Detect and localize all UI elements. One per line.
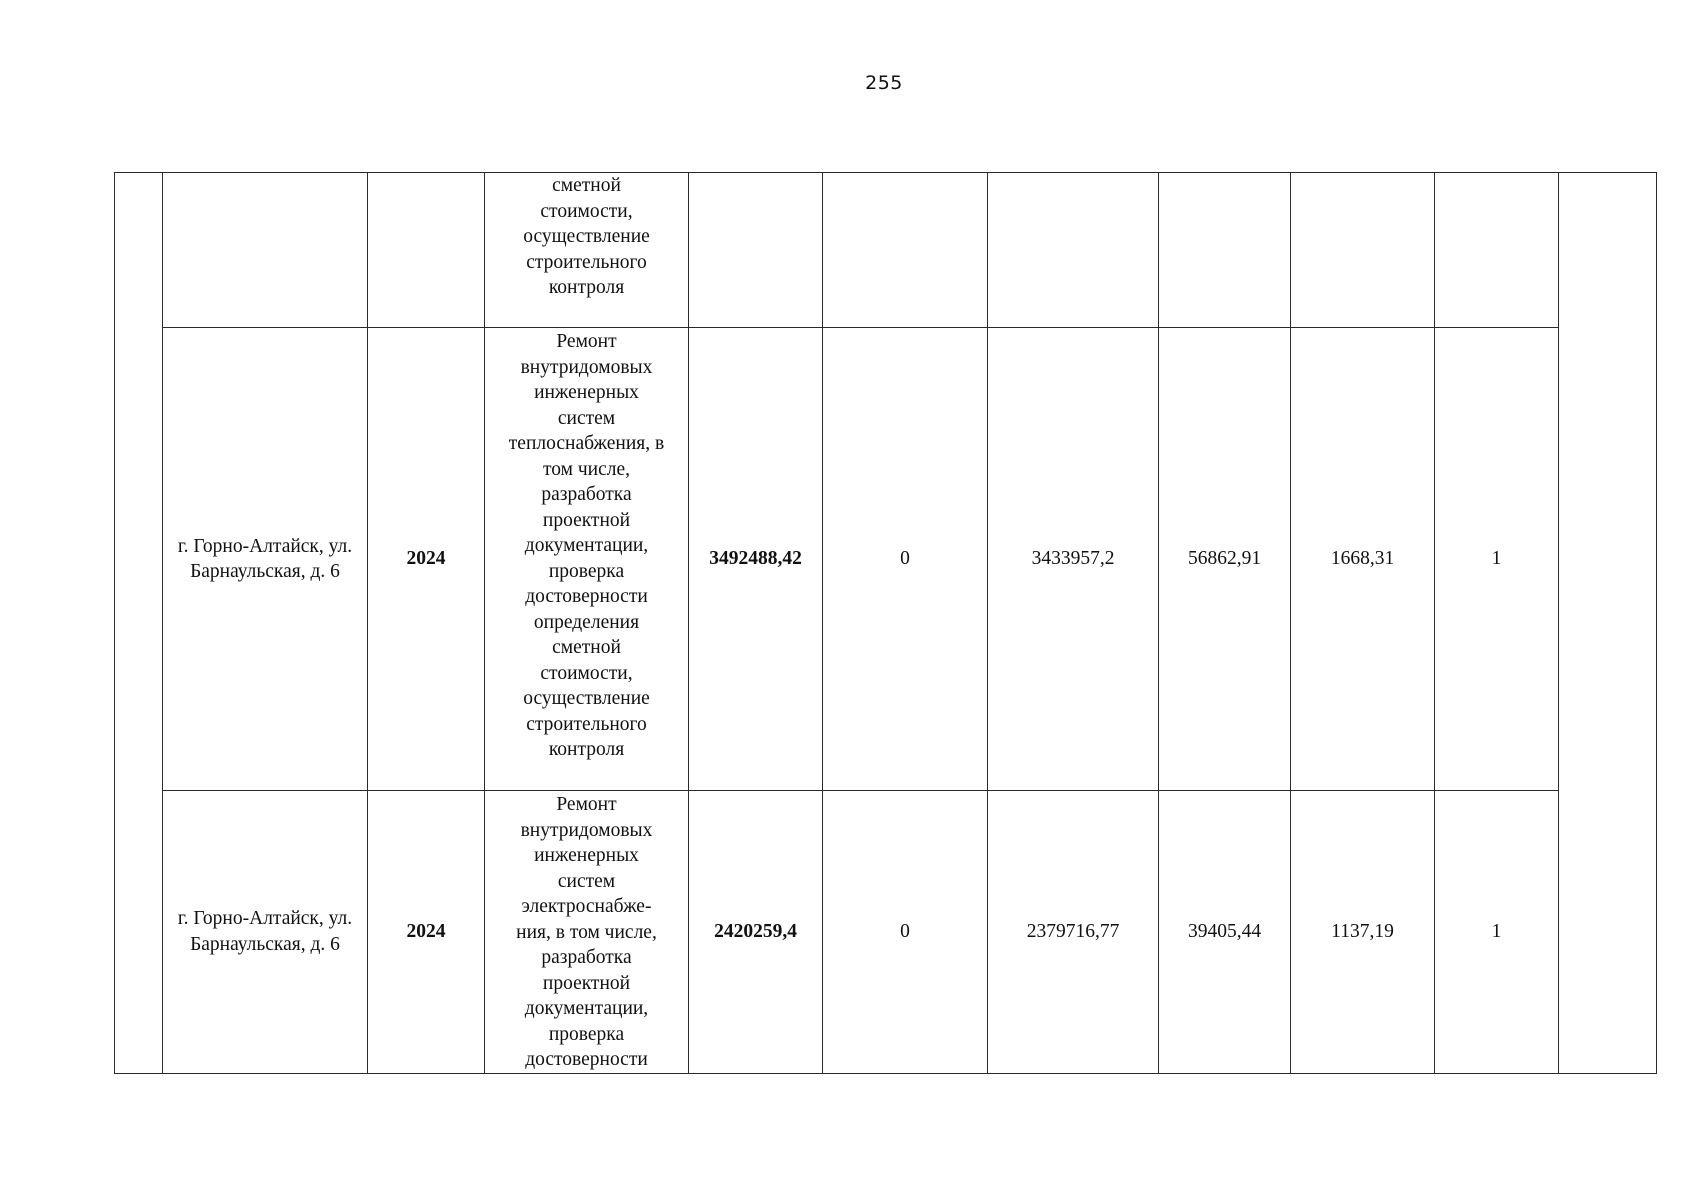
- value-cell: 0: [823, 328, 988, 791]
- address-cell: г. Горно-Алтайск, ул. Барнаульская, д. 6: [163, 328, 368, 791]
- work-description-cell: [485, 791, 689, 1074]
- value-cell: [1291, 173, 1435, 328]
- work-description-cell: [485, 328, 689, 791]
- last-column-cell: [1559, 173, 1657, 1074]
- value-cell: [1435, 173, 1559, 328]
- value-cell: 1: [1435, 328, 1559, 791]
- work-description: Ремонт внутридомовых инженерных систем теплоснабжения, в том числе, разработка проектной документации, проверка достоверности определения сметной стоимости, осуществление строительного контроля: [508, 331, 665, 760]
- index-cell: [115, 173, 163, 1074]
- total-cost-cell: 2420259,4: [689, 791, 823, 1074]
- value-cell: 2379716,77: [988, 791, 1159, 1074]
- address-cell: [163, 173, 368, 328]
- work-description-cell: [485, 173, 689, 328]
- value-cell: [823, 173, 988, 328]
- value-cell: 1: [1435, 791, 1559, 1074]
- year-cell: 2024: [368, 328, 485, 791]
- value-cell: 56862,91: [1159, 328, 1291, 791]
- total-cost-cell: 3492488,42: [689, 328, 823, 791]
- table-row: [115, 791, 1657, 1074]
- year-cell: 2024: [368, 791, 485, 1074]
- work-description: Ремонт внутридомовых инженерных систем электроснабже- ния, в том числе, разработка проектной документации, проверка достоверности: [516, 794, 657, 1070]
- value-cell: [1159, 173, 1291, 328]
- value-cell: 3433957,2: [988, 328, 1159, 791]
- year-cell: [368, 173, 485, 328]
- table-row: [115, 328, 1657, 791]
- value-cell: 0: [823, 791, 988, 1074]
- total-cost-cell: [689, 173, 823, 328]
- address-cell: г. Горно-Алтайск, ул. Барнаульская, д. 6: [163, 791, 368, 1074]
- value-cell: [988, 173, 1159, 328]
- page-number: 255: [865, 72, 903, 94]
- table-row: [115, 173, 1657, 328]
- value-cell: 1137,19: [1291, 791, 1435, 1074]
- value-cell: 1668,31: [1291, 328, 1435, 791]
- value-cell: 39405,44: [1159, 791, 1291, 1074]
- works-table: [114, 172, 1657, 1074]
- work-description: сметной стоимости, осуществление строительного контроля: [523, 175, 650, 298]
